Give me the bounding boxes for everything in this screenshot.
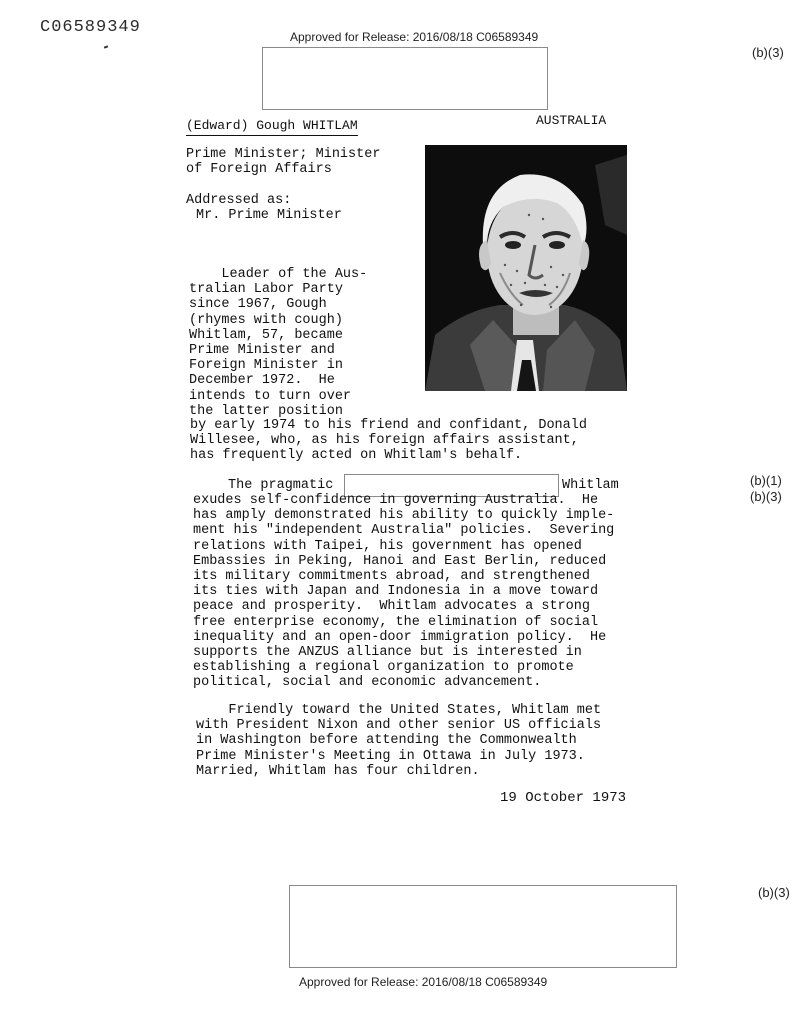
- paragraph-1-wide: [190, 418, 587, 464]
- text-line: political, social and economic advancement.: [193, 675, 542, 691]
- subject-name-heading: (Edward) Gough WHITLAM: [186, 118, 358, 136]
- text-line: peace and prosperity. Whitlam advocates a strong: [193, 599, 590, 615]
- exemption-code-mid-1: (b)(1): [750, 473, 782, 488]
- text-line: tralian Labor Party: [189, 282, 343, 298]
- text-line: exudes self-confidence in governing Australia. He: [193, 493, 599, 508]
- country-label: AUSTRALIA: [536, 113, 607, 128]
- scan-speck: [104, 45, 108, 48]
- approved-for-release-header: Approved for Release: 2016/08/18 C06589349: [290, 30, 539, 44]
- text-line: Willesee, who, as his foreign affairs assistant,: [190, 433, 579, 449]
- exemption-code-top: (b)(3): [752, 45, 784, 60]
- exemption-code-bottom: (b)(3): [758, 885, 790, 900]
- text-line: establishing a regional organization to promote: [193, 660, 574, 676]
- paragraph-3: [196, 703, 601, 779]
- title-line: of Foreign Affairs: [186, 162, 332, 178]
- paragraph-2-lead: The pragmatic: [228, 478, 334, 493]
- text-line: with President Nixon and other senior US officials: [196, 718, 602, 734]
- text-line: supports the ANZUS alliance but is interested in: [193, 645, 582, 661]
- text-line: has amply demonstrated his ability to quickly imple-: [193, 508, 615, 524]
- paragraph-2-after-redaction: Whitlam: [562, 478, 619, 493]
- text-line: Leader of the Aus-: [189, 267, 368, 282]
- address-value: Mr. Prime Minister: [196, 208, 342, 223]
- text-line: Embassies in Peking, Hanoi and East Berlin, reduced: [193, 553, 607, 569]
- text-line: by early 1974 to his friend and confidant, Donald: [190, 418, 587, 433]
- text-line: relations with Taipei, his government has opened: [193, 538, 582, 554]
- text-line: (rhymes with cough): [189, 312, 343, 328]
- paragraph-1-narrow: [189, 267, 367, 419]
- portrait-illustration: [425, 145, 627, 391]
- document-id: C06589349: [40, 18, 141, 37]
- text-line: the latter position: [189, 403, 343, 419]
- text-line: Prime Minister and: [189, 343, 335, 359]
- subject-title: [186, 147, 380, 177]
- text-line: its military commitments abroad, and strengthened: [193, 569, 590, 585]
- text-line: Married, Whitlam has four children.: [196, 763, 480, 779]
- text-line: in Washington before attending the Commonwealth: [196, 733, 577, 749]
- text-line: Foreign Minister in: [189, 358, 343, 374]
- text-line: intends to turn over: [189, 388, 352, 404]
- text-line: Prime Minister's Meeting in Ottawa in July 1973.: [196, 748, 585, 764]
- text-line: has frequently acted on Whitlam's behalf.: [190, 448, 523, 464]
- document-date: 19 October 1973: [500, 790, 627, 806]
- redaction-box-top: [262, 47, 548, 110]
- text-line: Friendly toward the United States, Whitlam met: [196, 703, 602, 718]
- redaction-box-bottom: [289, 885, 677, 968]
- text-line: Whitlam, 57, became: [189, 327, 343, 343]
- paragraph-2: [193, 493, 614, 691]
- address-label: Addressed as:: [186, 193, 292, 208]
- text-line: December 1972. He: [189, 373, 335, 389]
- text-line: free enterprise economy, the elimination of social: [193, 614, 599, 630]
- approved-for-release-footer: Approved for Release: 2016/08/18 C06589349: [299, 975, 548, 989]
- text-line: its ties with Japan and Indonesia in a move toward: [193, 584, 599, 600]
- title-line: Prime Minister; Minister: [186, 147, 381, 162]
- text-line: since 1967, Gough: [189, 297, 327, 313]
- exemption-code-mid-2: (b)(3): [750, 489, 782, 504]
- text-line: inequality and an open-door immigration policy. He: [193, 629, 607, 645]
- text-line: ment his "independent Australia" policies. Severing: [193, 523, 615, 539]
- portrait-photo: [425, 145, 627, 391]
